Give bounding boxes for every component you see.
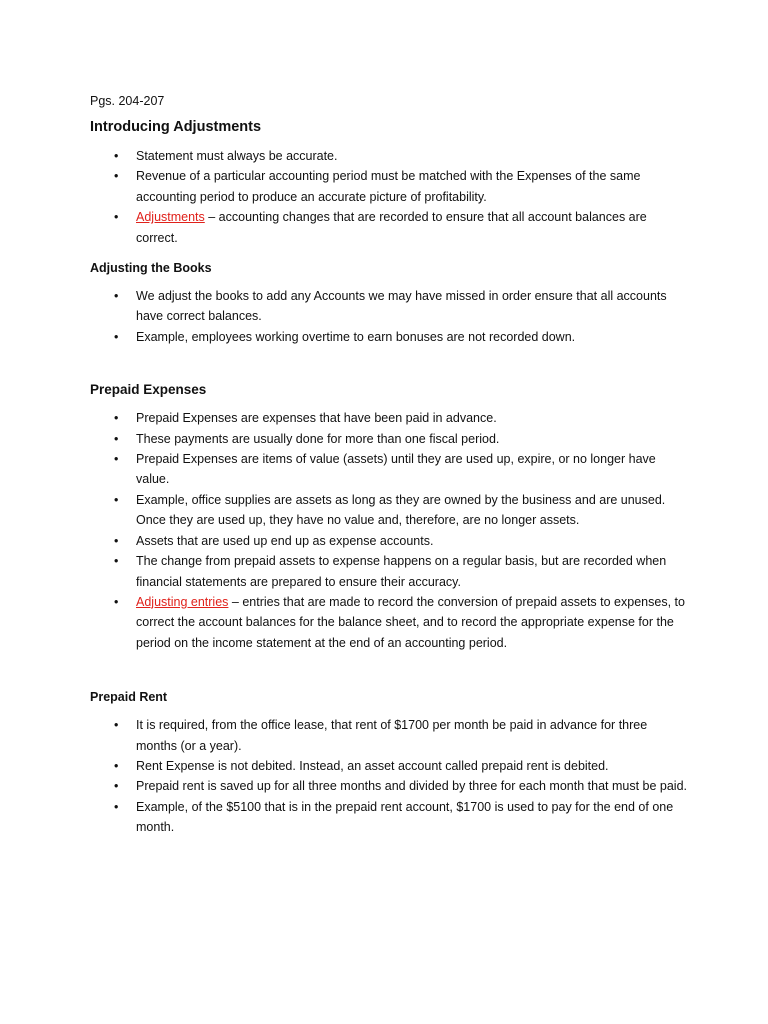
adjusting-bullet-list [90,286,690,347]
prepaid-rent-bullet-list [90,715,690,837]
document-page [90,91,690,838]
list-item [90,408,690,428]
intro-bullet-list [90,146,690,248]
list-item-text: The change from prepaid assets to expense happens on a regular basis, but are recorded when financial statements are prepared to ensure their accuracy. [136,554,667,589]
prepaid-expenses-bullet-list [90,408,690,653]
section-title-prepaid-expenses: Prepaid Expenses [90,382,207,398]
list-item [90,776,690,796]
list-item-text: – entries that are made to record the conversion of prepaid assets to expenses, to correct the account balances for the balance sheet, and to record the appropriate expense for the period on the income statement at the end of an accounting period. [136,594,685,650]
term-adjusting-entries: Adjusting entries [136,594,229,609]
list-item [90,327,690,347]
bullet-icon: • [114,718,119,733]
bullet-icon: • [114,149,119,163]
list-item-text: Prepaid Expenses are expenses that have been paid in advance. [136,411,497,426]
bullet-icon: • [114,289,119,304]
list-item [90,286,690,327]
list-item-text: Example, employees working overtime to earn bonuses are not recorded down. [136,329,576,344]
list-item-text: Example, of the $5100 that is in the prepaid rent account, $1700 is used to pay for the end of one month. [136,799,674,835]
page-reference: Pgs. 204-207 [90,94,165,108]
list-item [90,551,690,592]
list-item-text: It is required, from the office lease, that rent of $1700 per month be paid in advance for three months (or a year). [136,718,648,753]
bullet-icon: • [114,210,119,225]
list-item [90,592,690,653]
list-item-text: We adjust the books to add any Accounts we may have missed in order ensure that all accounts have correct balances. [136,289,667,324]
list-item-text: Example, office supplies are assets as long as they are owned by the business and are unused. Once they are used up, they have no value and, therefore, are no longer assets. [136,492,666,528]
list-item [90,429,690,449]
bullet-icon: • [114,329,119,344]
bullet-icon: • [114,452,119,467]
bullet-icon: • [114,594,119,609]
bullet-icon: • [114,533,119,548]
bullet-icon: • [114,779,119,794]
section-title-introducing-adjustments: Introducing Adjustments [90,119,262,135]
list-item-text: Prepaid rent is saved up for all three months and divided by three for each month that must be paid. [136,779,688,794]
list-item-text: – accounting changes that are recorded to ensure that all account balances are correct. [136,210,647,245]
list-item-text: Statement must always be accurate. [136,149,338,163]
list-item [90,756,690,776]
bullet-icon: • [114,411,119,426]
list-item-text: Prepaid Expenses are items of value (assets) until they are used up, expire, or no longer have value. [136,452,656,487]
list-item [90,166,690,207]
bullet-icon: • [114,431,119,446]
term-adjustments: Adjustments [136,210,205,225]
bullet-icon: • [114,169,119,184]
list-item-text: Rent Expense is not debited. Instead, an asset account called prepaid rent is debited. [136,758,609,773]
bullet-icon: • [114,799,119,814]
list-item [90,146,690,166]
list-item [90,715,690,756]
bullet-icon: • [114,554,119,569]
section-title-adjusting-the-books: Adjusting the Books [90,261,212,276]
list-item [90,207,690,248]
list-item [90,449,690,490]
list-item [90,797,690,838]
list-item-text: Assets that are used up end up as expense accounts. [136,533,434,548]
section-title-prepaid-rent: Prepaid Rent [90,690,168,705]
list-item [90,490,690,531]
list-item [90,531,690,551]
bullet-icon: • [114,492,119,507]
bullet-icon: • [114,758,119,773]
list-item-text: These payments are usually done for more than one fiscal period. [136,431,500,446]
list-item-text: Revenue of a particular accounting period must be matched with the Expenses of the same accounting period to produce an accurate picture of profitability. [136,169,641,204]
